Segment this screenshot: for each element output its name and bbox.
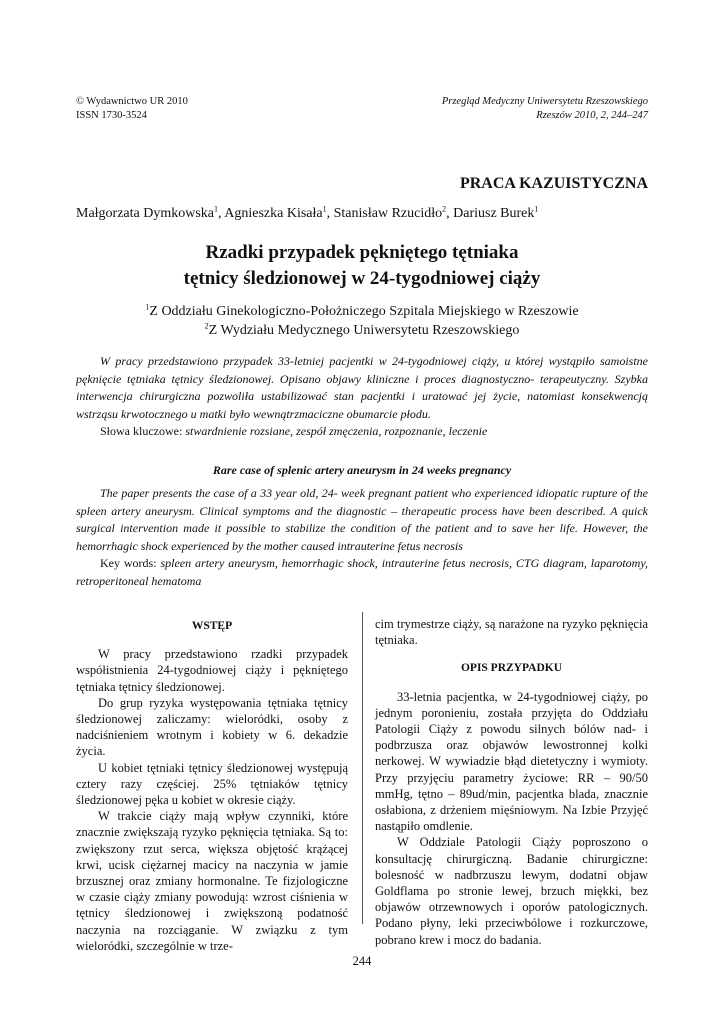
abstract-polish-text: W pracy przedstawiono przypadek 33-letniej pacjentki w 24-tygodniowej ciąży, u której wystąpiło samoistne pęknięcie tętniaka tętnicy śledzionowej. Opisano objawy kliniczne i proces diagnostyczno- terapeutyczny. Szybka interwencja chirurgiczna pozwoliła ustabilizować stan pacjentki i uratować jej życie, natomiast konsekwencją wstrząsu krwotocznego u matki było wewnątrzmaciczne obumarcie płodu.: [76, 354, 648, 421]
section-heading-introduction: WSTĘP: [191, 620, 233, 632]
english-title: Rare case of splenic artery aneurysm in 24 weeks pregnancy: [212, 463, 512, 477]
body-paragraph-continuation: cim trymestrze ciąży, są narażone na ryzyko pęknięcia tętniaka.: [375, 617, 648, 648]
author-name: Stanisław Rzucidło: [333, 206, 443, 221]
left-column: [76, 616, 348, 954]
keywords-values: stwardnienie rozsiane, zespół zmęczenia, rozpoznanie, leczenie: [185, 424, 488, 438]
right-column: [375, 616, 648, 948]
author-affiliation-mark: 1: [322, 204, 327, 214]
body-paragraph: W pracy przedstawiono rzadki przypadek współistnienia 24-tygodniowej ciąży i pękniętego tętniaka tętnicy śledzionowej.: [76, 647, 348, 694]
abstract-english: [76, 485, 648, 590]
body-paragraph: W Oddziale Patologii Ciąży poproszono o konsultację chirurgiczną. Badanie chirurgiczne: bolesność w nadbrzuszu lewym, dodatni objaw Goldflama po stronie lewej, brzuch miękki, bez objawów otrzewnowych i oporów patologicznych. Podano płyny, leki przeciwbólowe i rozkurczowe, pobrano krew i mocz do badania.: [375, 835, 648, 947]
page-number: 244: [352, 954, 372, 968]
body-paragraph: 33-letnia pacjentka, w 24-tygodniowej ciąży, po jednym poronieniu, została przyjęta do Oddziału Patologii Ciąży z powodu silnych bólów nad- i podbrzusza oraz objawów lewostronnej kolki nerkowej. W wywiadzie błąd dietetyczny i wymioty. Przy przyjęciu parametry życiowe: RR – 90/50 mmHg, tętno – 89ud/min, pacjentka blada, znacznie osłabiona, z drżeniem mięśniowym. Na Izbie Przyjęć nastąpiło omdlenie.: [375, 689, 648, 834]
article-title: [0, 240, 724, 292]
keywords-label: Key words:: [100, 556, 157, 570]
header-right: [442, 95, 648, 123]
column-divider: [362, 612, 363, 924]
author-name: Małgorzata Dymkowska: [76, 206, 215, 221]
body-paragraph: Do grup ryzyka występowania tętniaka tętnicy śledzionowej zaliczamy: wieloródki, osoby z nadciśnieniem wrotnym i kobiety w 6. dekadzie życia.: [76, 695, 348, 759]
abstract-polish: [76, 353, 648, 441]
keywords-label: Słowa kluczowe:: [100, 424, 183, 438]
journal-name: Przegląd Medyczny Uniwersytetu Rzeszowskiego: [441, 96, 648, 107]
body-paragraph: W trakcie ciąży mają wpływ czynniki, które znacznie zwiększają ryzyko pęknięcia tętniaka. Są to: zwiększony rzut serca, większa objętość krążącej krwi, ucisk ciężarnej macicy na naczynia w jamie brzusznej oraz zmiany hormonalne. Te fizjologiczne w czasie ciąży zmiany powodują: wzrost ciśnienia w tętnicy śledzionowej i zwiększoną podatność naczynia na rozciąganie. W związku z tym wieloródki, szczególnie w trze-: [76, 809, 348, 953]
author-affiliation-mark: 1: [534, 204, 539, 214]
abstract-english-text: The paper presents the case of a 33 year old, 24- week pregnant patient who experienced idiopatic rupture of the spleen artery aneurysm. Clinical symptoms and the diagnostic – therapeutic process have been described. A quick surgical intervention made it possible to stabilize the condition of the patient and to save her life. However, the hemorrhagic shock experienced by the mother caused intrauterine fetus necrosis: [76, 486, 648, 553]
copyright-text: © Wydawnictwo UR 2010: [76, 96, 188, 107]
author-list: Małgorzata Dymkowska$^1$, Agnieszka Kisała$^1$, Stanisław Rzucidło$^2$, Dariusz Burek$^1$: [76, 204, 539, 221]
keywords-english: [76, 555, 648, 590]
keywords-values: spleen artery aneurysm, hemorrhagic shock, intrauterine fetus necrosis, CTG diagram, laparotomy, retroperitoneal hematoma: [76, 556, 648, 588]
affiliations: [0, 302, 724, 340]
title-line: tętnicy śledzionowej w 24-tygodniowej ciąży: [183, 268, 541, 289]
author-name: Agnieszka Kisała: [224, 206, 323, 221]
section-heading-case: OPIS PRZYPADKU: [460, 662, 563, 675]
issue-info: Rzeszów 2010, 2, 244–247: [536, 110, 648, 121]
author-affiliation-mark: 1: [214, 204, 219, 214]
affiliation-line: $^2$Z Wydziału Medycznego Uniwersytetu Rzeszowskiego: [204, 321, 520, 338]
author-affiliation-mark: 2: [442, 204, 447, 214]
body-paragraph: U kobiet tętniaki tętnicy śledzionowej występują cztery razy częściej. 25% tętniaków tętnicy śledzionowej pęka u kobiet w okresie ciąży.: [76, 760, 348, 808]
author-name: Dariusz Burek: [453, 206, 535, 221]
title-line: Rzadki przypadek pękniętego tętniaka: [205, 242, 519, 263]
issn-text: ISSN 1730-3524: [76, 110, 147, 121]
header-left: [76, 95, 188, 123]
article-type: PRACA KAZUISTYCZNA: [459, 175, 648, 192]
keywords-polish: [76, 423, 648, 441]
affiliation-line: $^1$Z Oddziału Ginekologiczno-Położniczego Szpitala Miejskiego w Rzeszowie: [145, 302, 579, 319]
